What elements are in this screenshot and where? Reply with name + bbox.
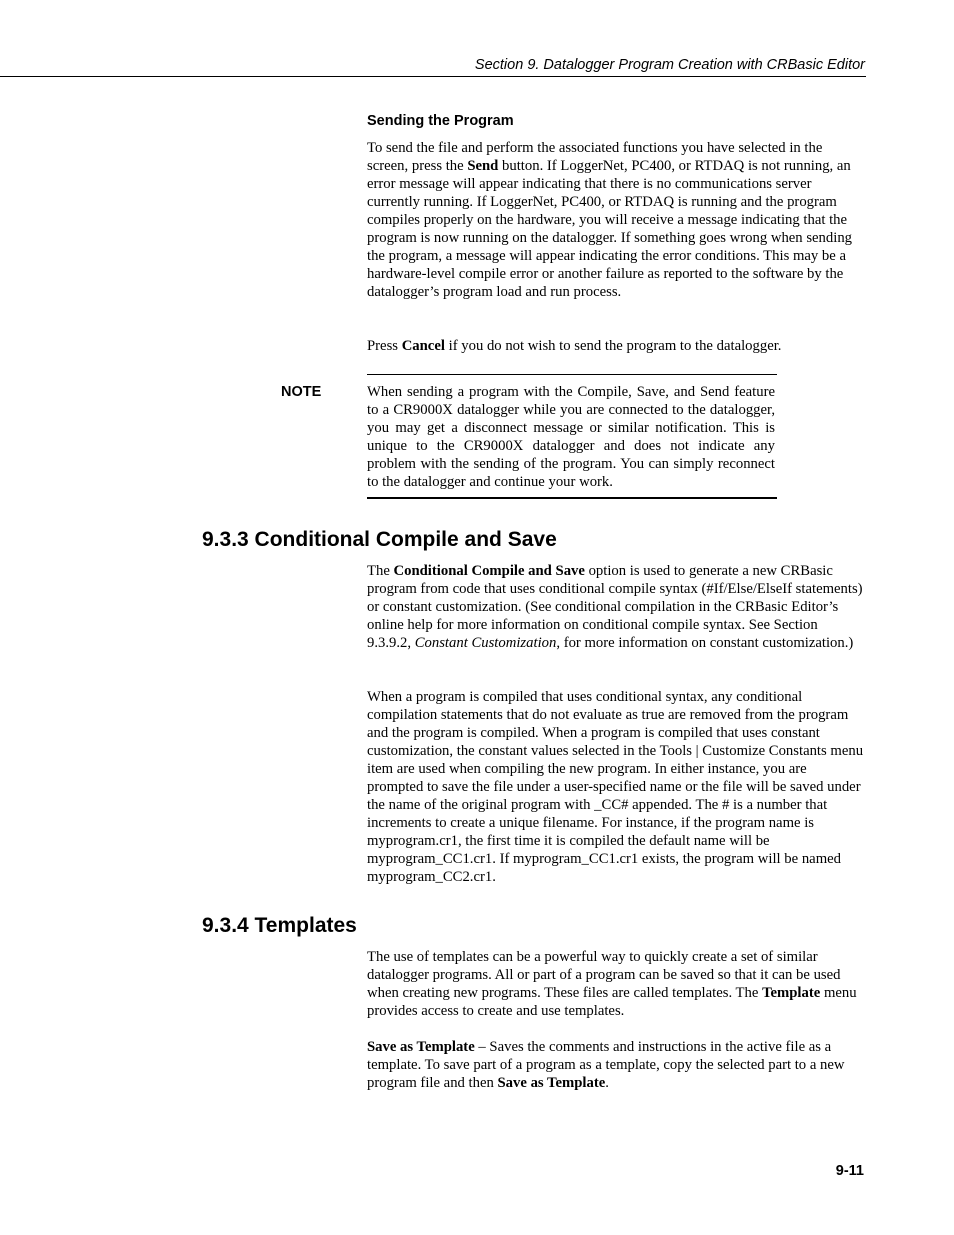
running-header: Section 9. Datalogger Program Creation with CRBasic Editor bbox=[474, 57, 865, 73]
text: option is used to generate a new CRBasic program from code that uses conditional compile syntax (#If/Else/ElseIf statements) or constant customization. (See conditional compilation in the CRBasic Editor’s online help for more information on conditional compile syntax. See Section 9.3.9.2, bbox=[367, 563, 863, 651]
note-label: NOTE bbox=[281, 384, 322, 400]
section-heading-9-3-4: 9.3.4 Templates bbox=[202, 914, 357, 937]
subheading-sending-program: Sending the Program bbox=[367, 113, 514, 129]
bold-term-cancel: Cancel bbox=[401, 338, 445, 354]
text: . bbox=[605, 1075, 609, 1091]
sending-paragraph-2 bbox=[367, 337, 864, 355]
text: – Saves the comments and instructions in the active file as a template. To save part of a program as a template, copy the selected part to a new program file and then bbox=[367, 1039, 845, 1091]
bold-term-conditional-compile: Conditional Compile and Save bbox=[393, 563, 585, 579]
text: When a program is compiled that uses conditional syntax, any conditional compilation statements that do not evaluate as true are removed from the program and the program is compiled. When a program is compiled that uses constant customization, the constant values selected in the Tools | Customize Constants menu item are used when compiling the new program. In either instance, you are prompted to save the file under a user-specified name or the file will be saved under the name of the original program with _CC# appended. The # is a number that increments to create a unique filename. For instance, if the program name is myprogram.cr1, the first time it is compiled the default name will be myprogram_CC1.cr1. If myprogram_CC1.cr1 exists, the program will be named myprogram_CC2.cr1. bbox=[367, 689, 864, 885]
bold-term-save-as-template: Save as Template bbox=[497, 1075, 606, 1091]
bold-term-template: Template bbox=[762, 985, 821, 1001]
templates-paragraph-1 bbox=[367, 948, 864, 1020]
text: To send the file and perform the associated functions you have selected in the screen, press the bbox=[367, 140, 823, 174]
note-bottom-rule bbox=[367, 497, 777, 499]
section-heading-9-3-3: 9.3.3 Conditional Compile and Save bbox=[202, 528, 557, 551]
text: The bbox=[367, 563, 394, 579]
text: button. If LoggerNet, PC400, or RTDAQ is not running, an error message will appear indicating that there is no communications server currently running. If LoggerNet, PC400, or RTDAQ is running and the program compiles properly on the hardware, you will receive a message indicating that the program is now running on the datalogger. If something goes wrong when sending the program, a message will appear indicating the error conditions. This may be a hardware-level compile error or another failure as reported to the software by the datalogger’s program load and run process. bbox=[367, 158, 853, 300]
text: menu provides access to create and use templates. bbox=[367, 985, 857, 1019]
header-rule bbox=[0, 76, 866, 77]
text: Press bbox=[367, 338, 402, 354]
conditional-compile-paragraph-1 bbox=[367, 562, 864, 652]
bold-term-save-as-template: Save as Template bbox=[367, 1039, 475, 1055]
note-text: When sending a program with the Compile, Save, and Send feature to a CR9000X datalogger while you are connected to the datalogger, you may get a disconnect message or similar notification. This is unique to the CR9000X datalogger and does not indicate any problem with the sending of the program. You can simply reconnect to the datalogger and continue your work. bbox=[367, 384, 775, 490]
templates-paragraph-2 bbox=[367, 1038, 864, 1092]
conditional-compile-paragraph-2 bbox=[367, 688, 864, 886]
text: The use of templates can be a powerful way to quickly create a set of similar datalogger programs. All or part of a program can be saved so that it can be used when creating new programs. These files are called templates. The bbox=[367, 949, 841, 1001]
page-number: 9-11 bbox=[835, 1163, 864, 1179]
bold-term-send: Send bbox=[467, 158, 499, 174]
text: , for more information on constant customization.) bbox=[556, 635, 854, 651]
sending-paragraph-1 bbox=[367, 139, 864, 301]
italic-reference: Constant Customization bbox=[414, 635, 557, 651]
text: if you do not wish to send the program to the datalogger. bbox=[444, 338, 782, 354]
note-top-rule bbox=[367, 374, 777, 375]
